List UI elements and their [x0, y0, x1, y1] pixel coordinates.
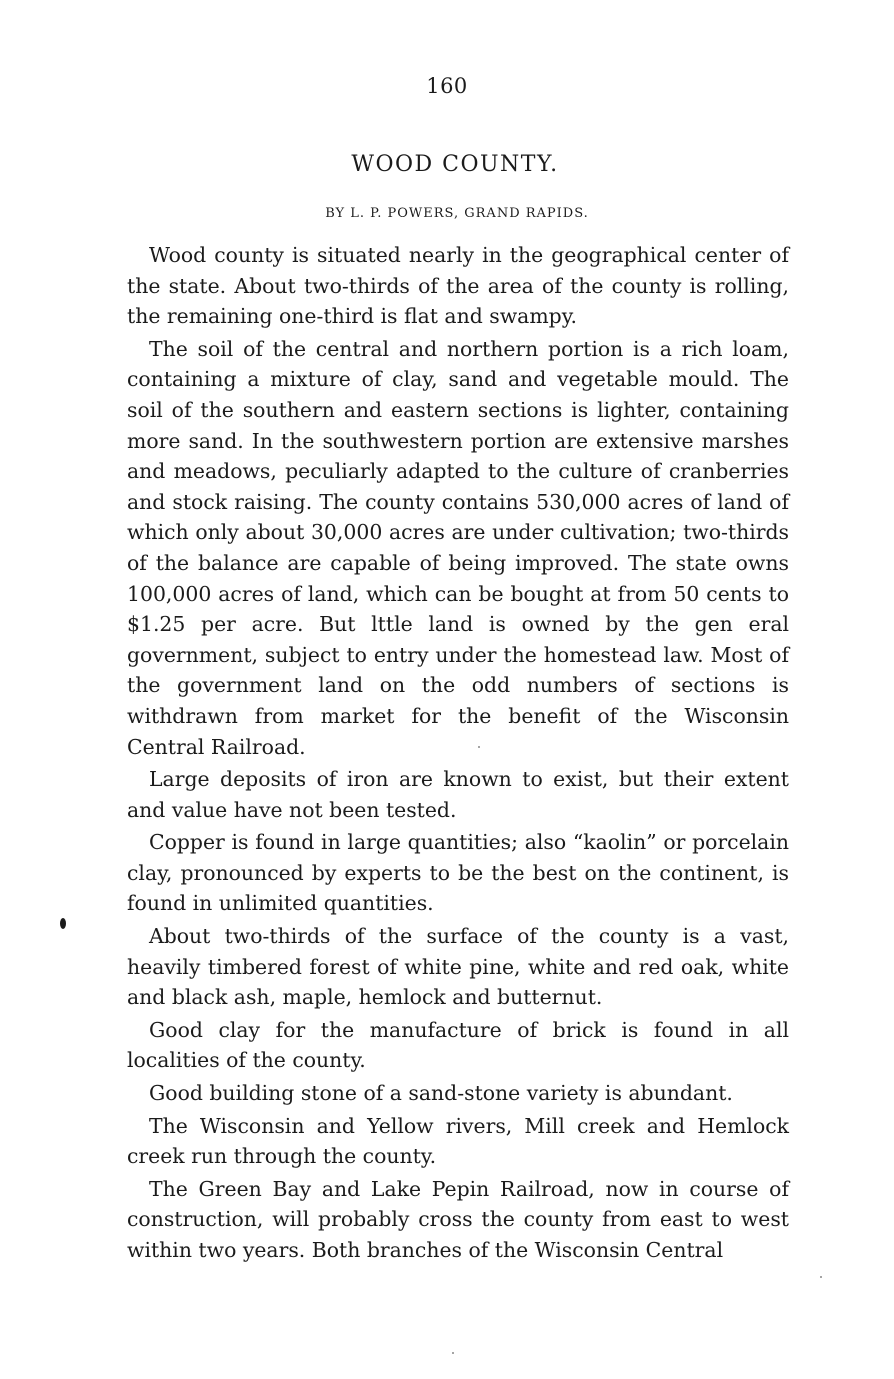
paragraph-soil: The soil of the central and northern portion is a rich loam, containing a mixture of clay, sand and vegetable mould. The soil of the southern and eastern sections is lighter, containing more sand. In the southwestern portion are extensive marshes and meadows, peculiarly adapted to the culture of cranberries and stock raising. The county contains 530,000 acres of land of which only about 30,000 acres are under cultivation; two-thirds of the balance are capable of being improved. The state owns 100,000 acres of land, which can be bought at from 50 cents to $1.25 per acre. But lttle land is owned by the gen eral government, subject to entry under the homestead law. Most of the government land on the odd numbers of sections is withdrawn from market for the benefit of the Wisconsin Central Railroad. [127, 336, 789, 759]
margin-ink-mark [60, 918, 66, 929]
paragraph-location: Wood county is situated nearly in the geographical center of the state. About two-thirds of the area of the county is rolling, the remaining one-third is flat and swampy. [127, 243, 789, 329]
page-title: WOOD COUNTY. [351, 152, 559, 177]
paper-speck [820, 1276, 822, 1278]
paragraph-stone: Good building stone of a sand-stone variety is abundant. [149, 1081, 733, 1106]
paper-speck [452, 1352, 454, 1354]
paragraph-copper: Copper is found in large quantities; also “kaolin” or porcelain clay, pronounced by experts to be the best on the continent, is found in unlimited quantities. [127, 830, 789, 916]
byline: BY L. P. POWERS, GRAND RAPIDS. [325, 206, 589, 221]
page-number: 160 [426, 74, 468, 98]
paragraph-iron: Large deposits of iron are known to exist, but their extent and value have not been tested. [127, 767, 789, 822]
article-body [127, 240, 789, 1266]
paragraph-clay: Good clay for the manufacture of brick is found in all localities of the county. [127, 1017, 789, 1073]
paragraph-railroad: The Green Bay and Lake Pepin Railroad, now in course of construction, will probably cross the county from east to west within two years. Both branches of the Wisconsin Central [127, 1176, 789, 1262]
paragraph-rivers: The Wisconsin and Yellow rivers, Mill creek and Hemlock creek run through the county. [127, 1113, 789, 1169]
paragraph-forest: About two-thirds of the surface of the county is a vast, heavily timbered forest of white pine, white and red oak, white and black ash, maple, hemlock and butternut. [127, 924, 789, 1010]
paper-speck [478, 746, 480, 748]
